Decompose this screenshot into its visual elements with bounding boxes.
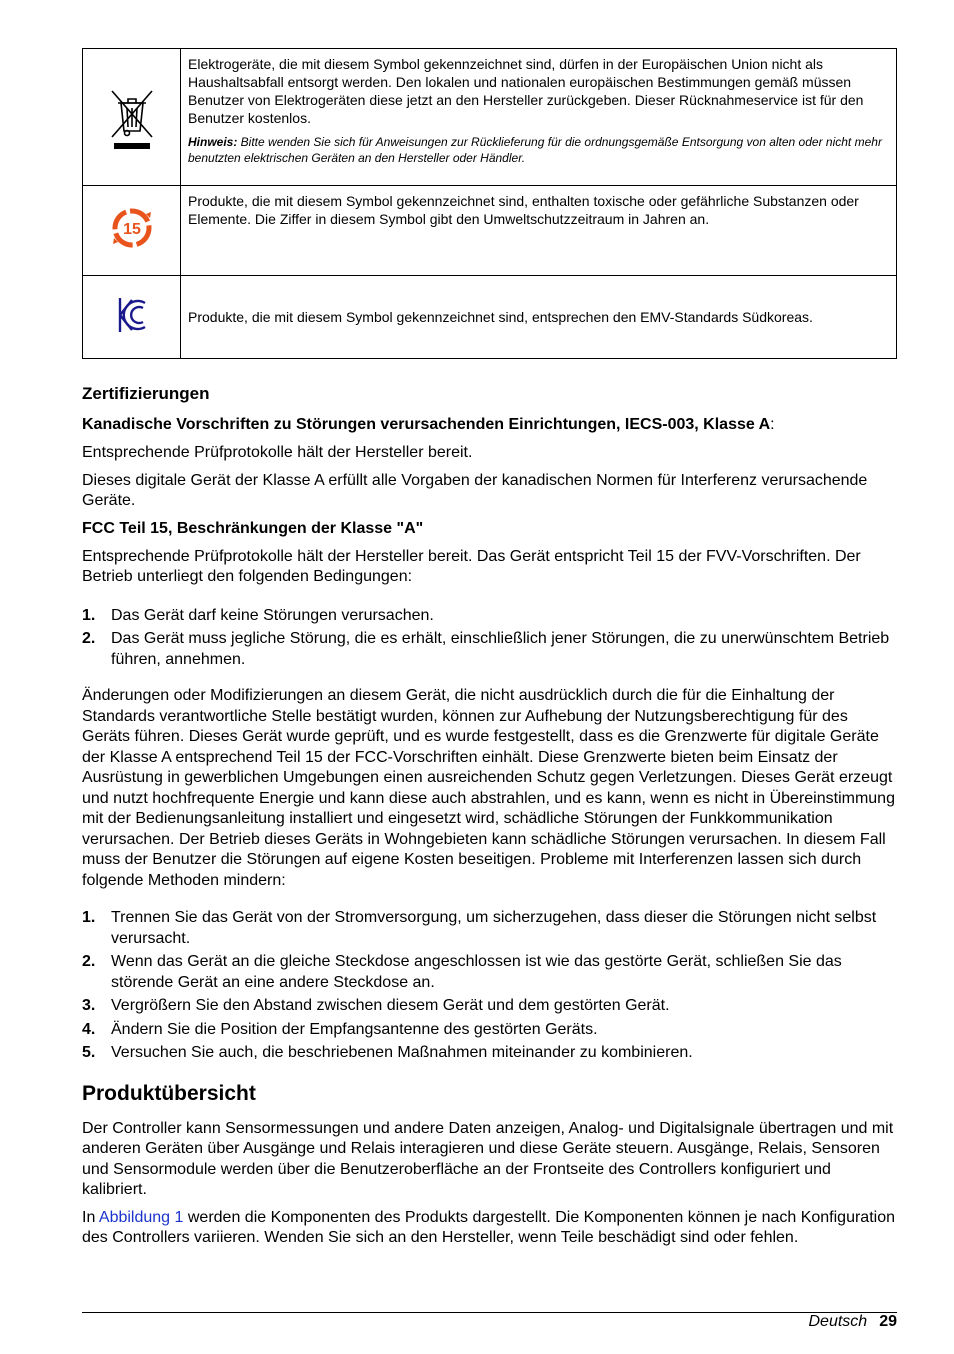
symbol-description [181,186,897,276]
canada-paragraph-1: Entsprechende Prüfprotokolle hält der Hersteller bereit. [82,444,473,461]
canada-heading [82,415,897,435]
note-text: Bitte wenden Sie sich für Anweisungen zur Rücklieferung für die ordnungsgemäße Entsorgung von alten oder nicht mehr benutzten elektrischen Geräten an den Hersteller oder Händler. [188,135,882,165]
canada-heading-text: Kanadische Vorschriften zu Störungen verursachenden Einrichtungen, IECS-003, Klasse A [82,416,771,433]
overview-p2-suffix: werden die Komponenten des Produkts dargestellt. Die Komponenten können je nach Konfiguration des Controllers variieren. Wenden Sie sich an den Hersteller, wenn Teile beschädigt sind oder fehlen. [82,1208,895,1246]
weee-text: Elektrogeräte, die mit diesem Symbol gekennzeichnet sind, dürfen in der Europäischen Union nicht als Haushaltsabfall entsorgt werden. Den lokalen und nationalen europäischen Bestimmungen gemäß müssen Benutzer von Elektrogeräten diese jetzt an den Hersteller zurückgeben. Dieser Rücknahmeservice ist für den Benutzer kostenlos. [188,56,864,126]
certifications-heading: Zertifizierungen [82,384,210,403]
footer-divider [82,1312,897,1313]
list-number: 5. [82,1044,96,1061]
table-row [83,276,897,359]
note-label: Hinweis: [188,135,238,149]
fcc-paragraph-2: Änderungen oder Modifizierungen an diesem Gerät, die nicht ausdrücklich durch die für die Einhaltung der Standards verantwortliche Stelle bestätigt wurden, können zur Aufhebung der Nutzungsberechtigung für des Geräts führen. Dieses Gerät wurde geprüft, und es wurde festgestellt, dass es die Grenzwerte für digitale Geräte der Klasse A entsprechend Teil 15 der FCC-Vorschriften einhält. Diese Grenzwerte bieten beim Einsatz der Ausrüstung in gewerblichen Umgebungen einen ausreichenden Schutz gegen Verletzungen. Dieses Gerät erzeugt und nutzt hochfrequente Energie und kann diese auch abstrahlen, und es kann, wenn es nicht in Übereinstimmung mit der Bedienungsanleitung installiert und eingesetzt wird, schädliche Störungen der Funkkommunikation verursachen. Der Betrieb dieses Geräts in Wohngebieten kann schädliche Störungen verursachen. In diesem Fall muss der Benutzer die Störungen auf eigene Kosten beseitigen. Probleme mit Interferenzen lassen sich durch folgende Methoden mindern: [82,687,895,889]
list-text: Das Gerät darf keine Störungen verursachen. [111,606,434,624]
weee-note [188,134,888,166]
efup-15-icon [109,205,155,251]
list-text: Vergrößern Sie den Abstand zwischen diesem Gerät und dem gestörten Gerät. [111,997,670,1014]
list-number: 1. [82,909,96,926]
symbol-description [181,276,897,359]
table-row [83,49,897,186]
kc-text: Produkte, die mit diesem Symbol gekennzeichnet sind, entsprechen den EMV-Standards Südkoreas. [188,309,813,325]
list-item [82,1043,897,1064]
overview-paragraph-2 [82,1208,897,1249]
overview-p2-prefix: In [82,1208,99,1226]
efup-text: Produkte, die mit diesem Symbol gekennzeichnet sind, enthalten toxische oder gefährliche Substanzen oder Elemente. Die Ziffer in diesem Symbol gibt den Umweltschutzzeitraum in Jahren an. [188,193,859,227]
page-number: 29 [879,1313,897,1330]
conditions-list [82,606,897,671]
kc-mark-icon [116,295,148,335]
list-number: 2. [82,953,96,970]
list-text: Trennen Sie das Gerät von der Stromversorgung, um sicherzugehen, dass dieser die Störungen nicht selbst verursacht. [111,909,877,947]
list-item [82,952,897,993]
list-text: Das Gerät muss jegliche Störung, die es erhält, einschließlich jener Störungen, die zu unerwünschtem Betrieb führen, annehmen. [111,630,890,668]
list-number: 4. [82,1020,96,1038]
list-number: 3. [82,997,96,1014]
methods-list [82,908,897,1064]
product-overview-heading: Produktübersicht [82,1081,256,1105]
symbol-cell [83,276,181,359]
symbol-cell [83,186,181,276]
footer-language: Deutsch [808,1313,868,1330]
symbol-cell [83,49,181,186]
list-item [82,1020,897,1041]
symbol-description [181,49,897,186]
list-item [82,908,897,949]
symbols-table [82,48,897,359]
canada-paragraph-2: Dieses digitale Gerät der Klasse A erfüllt alle Vorgaben der kanadischen Normen für Interferenz verursachende Geräte. [82,471,868,509]
figure-1-link[interactable]: Abbildung 1 [98,1208,184,1226]
overview-paragraph-1: Der Controller kann Sensormessungen und andere Daten anzeigen, Analog- und Digitalsignale übertragen und mit anderen Geräten über Ausgänge und Relais interagieren und diese Geräte steuern. Ausgänge, Relais, Sensoren und Sensormodule werden über die Benutzeroberfläche an der Frontseite des Controllers konfiguriert und kalibriert. [82,1119,894,1198]
list-item [82,629,897,670]
page-content [82,48,897,1256]
fcc-heading: FCC Teil 15, Beschränkungen der Klasse "A" [82,519,424,537]
list-number: 1. [82,606,96,624]
list-text: Versuchen Sie auch, die beschriebenen Maßnahmen miteinander zu kombinieren. [111,1044,693,1061]
list-item [82,996,897,1017]
page-footer [809,1312,898,1332]
list-text: Ändern Sie die Position der Empfangsantenne des gestörten Geräts. [111,1020,598,1038]
fcc-paragraph-1: Entsprechende Prüfprotokolle hält der Hersteller bereit. Das Gerät entspricht Teil 15 der FVV-Vorschriften. Der Betrieb unterliegt den folgenden Bedingungen: [82,547,861,585]
efup-number: 15 [122,221,141,238]
list-number: 2. [82,630,96,647]
list-item [82,606,897,627]
weee-crossed-bin-icon [107,81,157,149]
table-row [83,186,897,276]
list-text: Wenn das Gerät an die gleiche Steckdose angeschlossen ist wie das gestörte Gerät, schließen Sie das störende Gerät an eine andere Steckdose an. [111,953,842,991]
canada-heading-colon: : [770,416,775,433]
